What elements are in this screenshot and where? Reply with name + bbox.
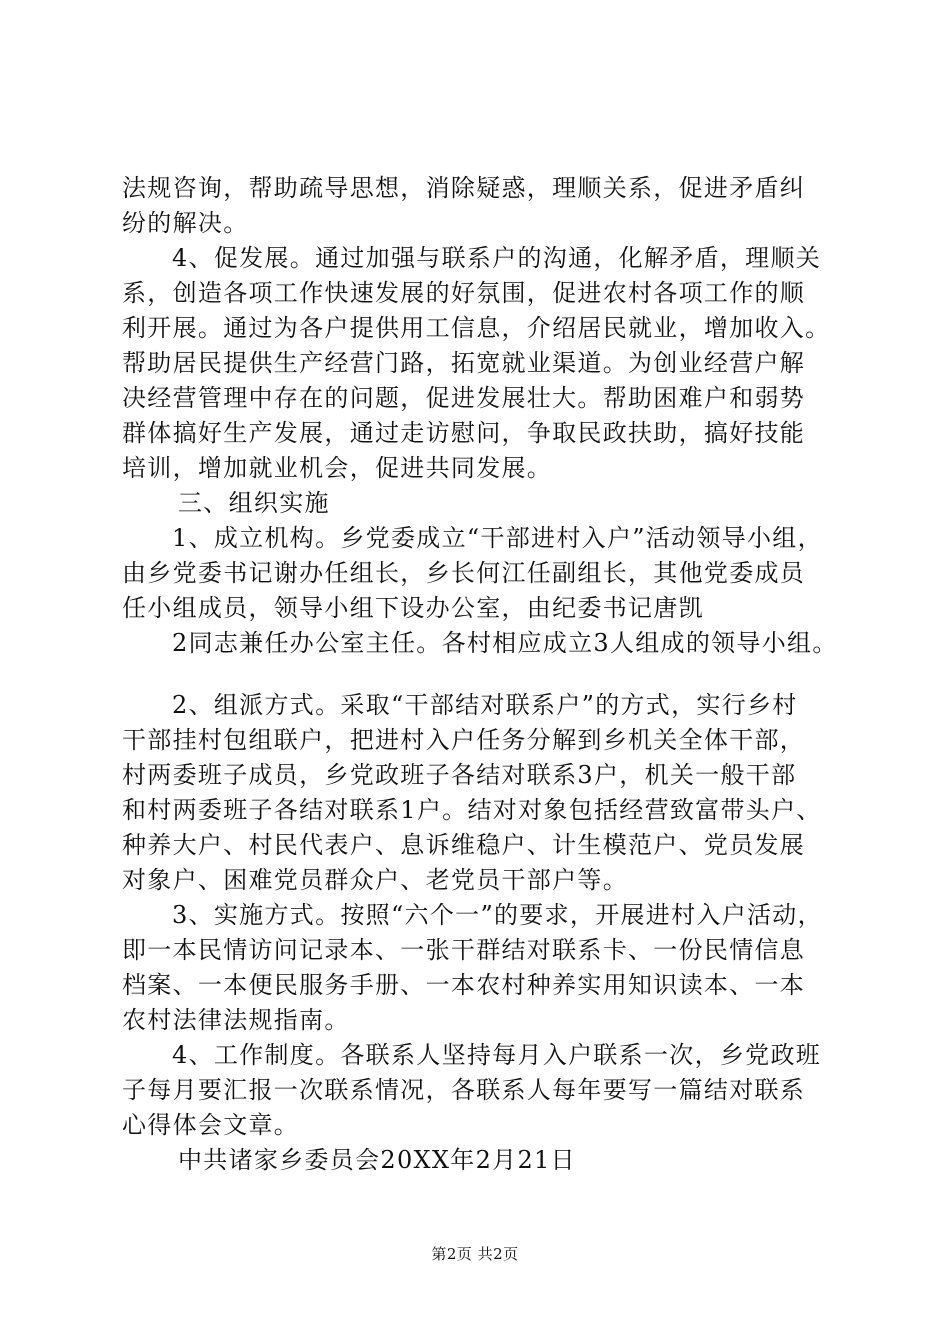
body-line: 干部挂村包组联户，把进村入户任务分解到乡机关全体干部， <box>122 726 806 754</box>
body-line: 帮助居民提供生产经营门路，拓宽就业渠道。为创业经营户解 <box>122 349 806 377</box>
body-line: 心得体会文章。 <box>122 1111 300 1139</box>
body-line: 4、工作制度。各联系人坚持每月入户联系一次，乡党政班 <box>172 1041 822 1069</box>
body-line: 系，创造各项工作快速发展的好氛围，促进农村各项工作的顺 <box>122 279 806 307</box>
body-line: 决经营管理中存在的问题，促进发展壮大。帮助困难户和弱势 <box>122 384 806 412</box>
body-line: 即一本民情访问记录本、一张干群结对联系卡、一份民情信息 <box>122 936 806 964</box>
body-line: 法规咨询，帮助疏导思想，消除疑惑，理顺关系，促进矛盾纠 <box>122 174 806 202</box>
body-line: 1、成立机构。乡党委成立“干部进村入户”活动领导小组， <box>172 524 823 552</box>
body-line: 种养大户、村民代表户、息诉维稳户、计生模范户、党员发展 <box>122 831 806 859</box>
body-line: 农村法律法规指南。 <box>122 1006 350 1034</box>
body-line: 2同志兼任办公室主任。各村相应成立3人组成的领导小组。 <box>172 629 838 657</box>
body-line: 和村两委班子各结对联系1户。结对对象包括经营致富带头户、 <box>122 796 822 824</box>
body-line: 2、组派方式。采取“干部结对联系户”的方式，实行乡村 <box>172 691 798 719</box>
body-line: 纷的解决。 <box>122 209 249 237</box>
page-footer: 第2页 共2页 <box>431 1245 519 1263</box>
body-line: 村两委班子成员，乡党政班子各结对联系3户，机关一般干部 <box>122 761 797 789</box>
body-line: 培训，增加就业机会，促进共同发展。 <box>122 454 553 482</box>
body-line: 群体搞好生产发展，通过走访慰问，争取民政扶助，搞好技能 <box>122 419 806 447</box>
section-heading: 三、组织实施 <box>178 489 330 517</box>
body-line: 对象户、困难党员群众户、老党员干部户等。 <box>122 866 628 894</box>
body-line: 利开展。通过为各户提供用工信息，介绍居民就业，增加收入。 <box>122 314 831 342</box>
body-line: 3、实施方式。按照“六个一”的要求，开展进村入户活动， <box>172 901 823 929</box>
body-line: 4、促发展。通过加强与联系户的沟通，化解矛盾，理顺关 <box>172 244 822 272</box>
body-line: 子每月要汇报一次联系情况，各联系人每年要写一篇结对联系 <box>122 1076 806 1104</box>
body-line: 档案、一本便民服务手册、一本农村种养实用知识读本、一本 <box>122 971 806 999</box>
body-line: 任小组成员，领导小组下设办公室，由纪委书记唐凯 <box>122 594 704 622</box>
body-line: 由乡党委书记谢办任组长，乡长何江任副组长，其他党委成员 <box>122 559 806 587</box>
signature-date-line: 中共诸家乡委员会20XX年2月21日 <box>178 1146 576 1174</box>
